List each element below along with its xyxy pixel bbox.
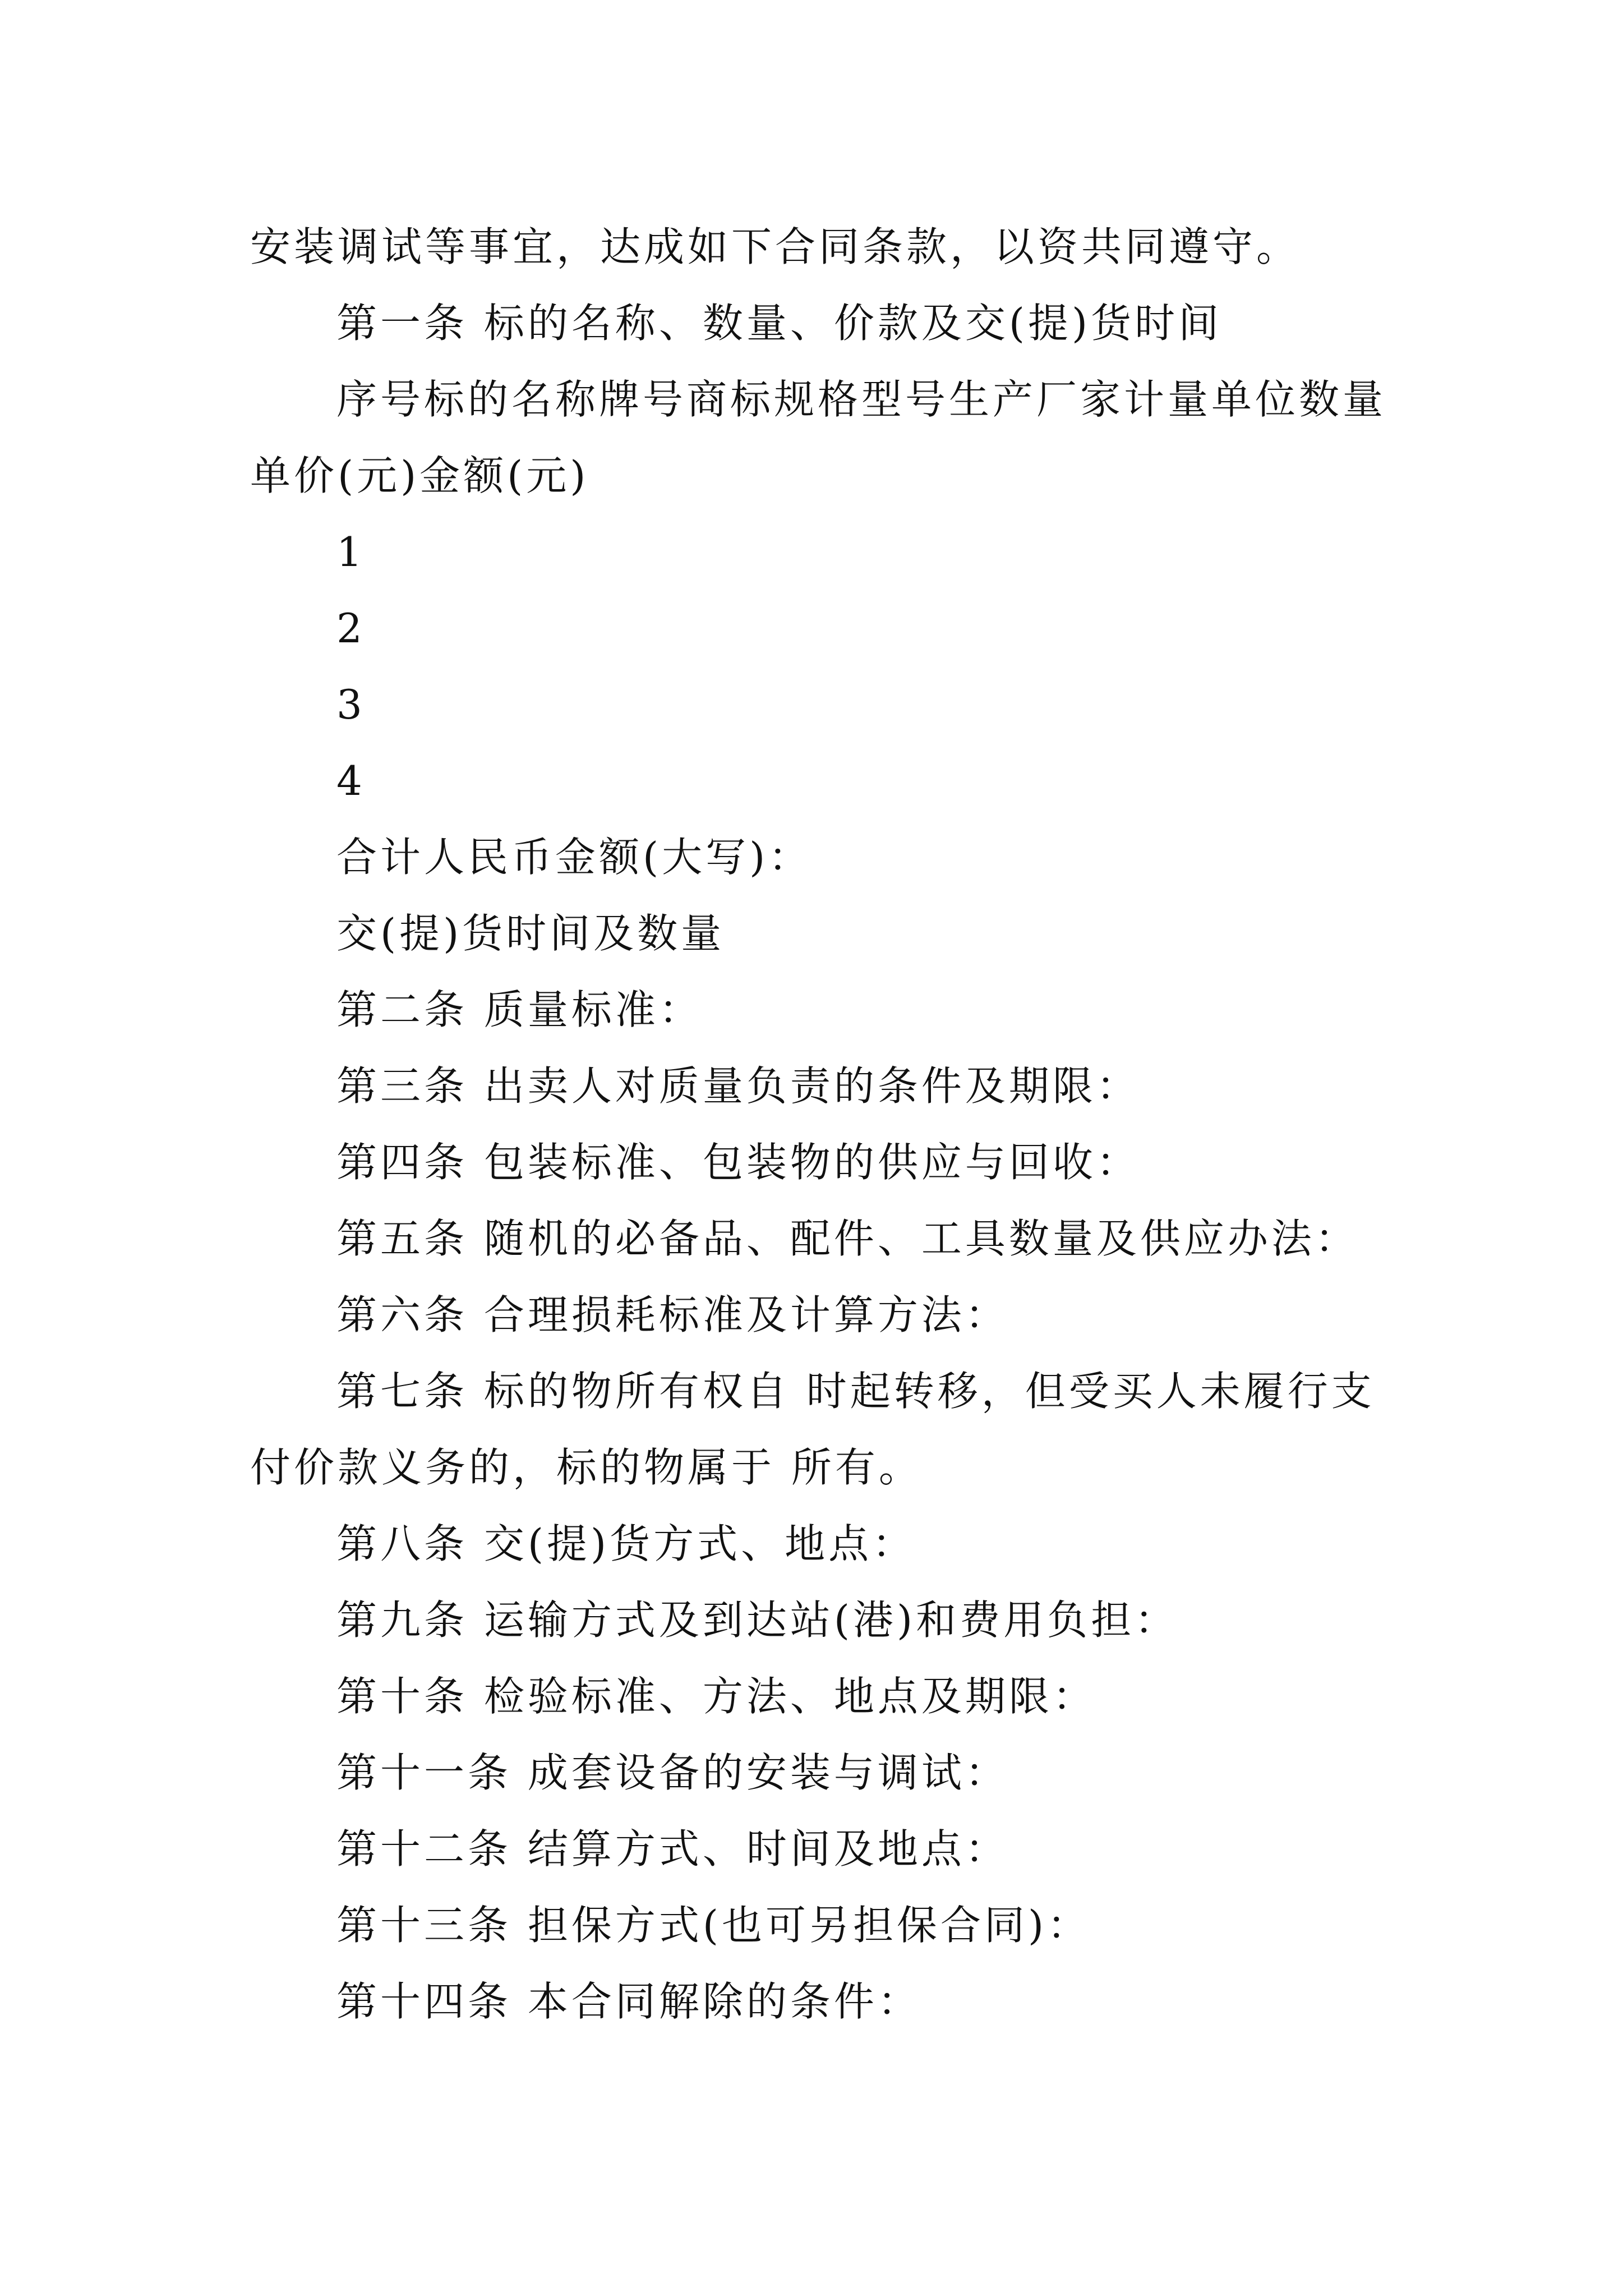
clause-9: 第九条 运输方式及到达站(港)和费用负担：: [336, 1596, 1179, 1644]
clause-10: 第十条 检验标准、方法、地点及期限：: [336, 1673, 1096, 1720]
row-number-3: 3: [336, 681, 366, 728]
document-body: [250, 209, 1394, 2040]
clause-4: 第四条 包装标准、包装物的供应与回收：: [336, 1139, 1140, 1186]
clause-2: 第二条 质量标准：: [336, 986, 703, 1033]
clause-14: 第十四条 本合同解除的条件：: [336, 1978, 921, 2025]
clause-7: 第七条 标的物所有权自 时起转移，但受买人未履行支付价款义务的，标的物属于 所有。: [250, 1368, 1375, 1491]
delivery-time-line: 交(提)货时间及数量: [336, 910, 725, 957]
clause-5: 第五条 随机的必备品、配件、工具数量及供应办法：: [336, 1215, 1359, 1262]
clause-13: 第十三条 担保方式(也可另担保合同)：: [336, 1902, 1091, 1949]
clause-1-heading: 第一条 标的名称、数量、价款及交(提)货时间: [336, 300, 1223, 347]
row-number-2: 2: [336, 605, 366, 652]
row-number-1: 1: [336, 528, 366, 576]
paragraph-intro: 安装调试等事宜，达成如下合同条款，以资共同遵守。: [250, 223, 1301, 270]
table-header-text: 序号标的名称牌号商标规格型号生产厂家计量单位数量单价(元)金额(元): [250, 376, 1387, 499]
row-number-4: 4: [336, 757, 366, 804]
clause-12: 第十二条 结算方式、时间及地点：: [336, 1825, 1009, 1872]
clause-11: 第十一条 成套设备的安装与调试：: [336, 1749, 1009, 1796]
clause-6: 第六条 合理损耗标准及计算方法：: [336, 1291, 1009, 1338]
total-amount-line: 合计人民币金额(大写)：: [336, 834, 813, 881]
clause-8: 第八条 交(提)货方式、地点：: [336, 1520, 916, 1567]
clause-3: 第三条 出卖人对质量负责的条件及期限：: [336, 1062, 1140, 1110]
